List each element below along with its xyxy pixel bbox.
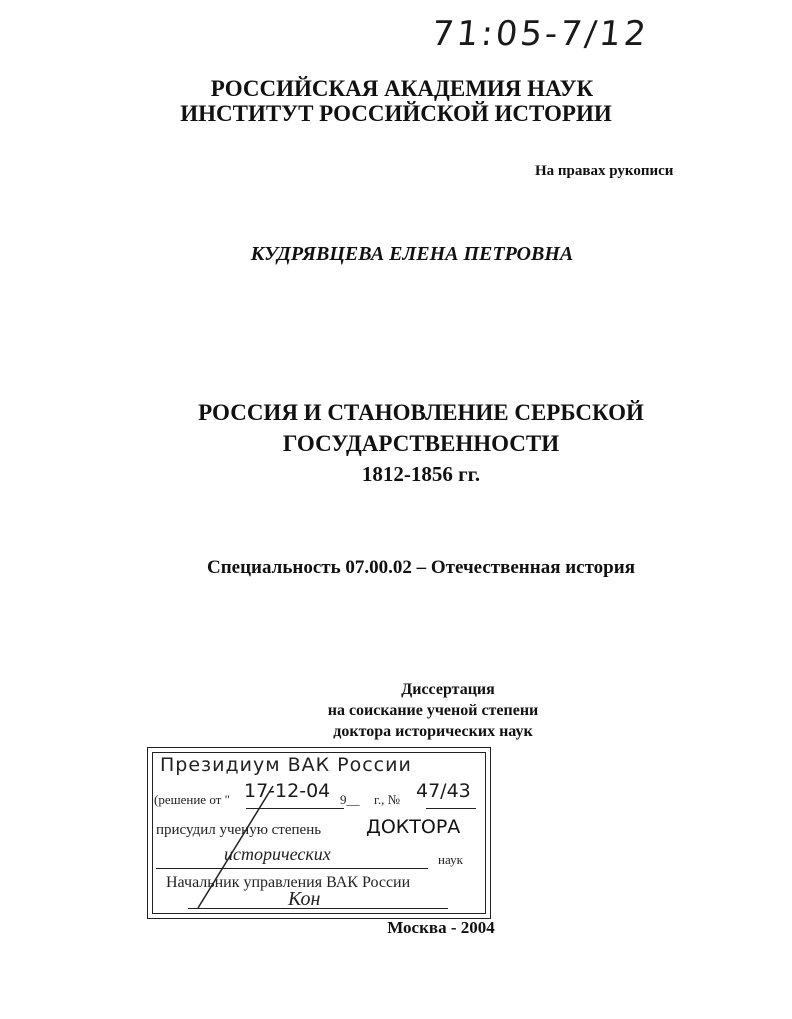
stamp-decision-date: 17-12-04 [244, 780, 331, 802]
vak-stamp [147, 747, 491, 919]
stamp-head-label: Начальник управления ВАК России [166, 874, 411, 891]
organization-line-2: ИНСТИТУТ РОССИЙСКОЙ ИСТОРИИ [180, 101, 612, 126]
stamp-decision-year: 9__ [340, 792, 360, 807]
dissertation-line-2: на соискание ученой степени [327, 702, 539, 719]
handwritten-stroke [178, 778, 298, 918]
stamp-award-degree: ДОКТОРА [366, 816, 461, 838]
organization-line-1: РОССИЙСКАЯ АКАДЕМИЯ НАУК [210, 76, 594, 101]
dissertation-line-3: доктора исторических наук [333, 723, 533, 740]
title-line-2: ГОСУДАРСТВЕННОСТИ [282, 431, 560, 456]
stamp-signature: Кон [288, 888, 321, 910]
dissertation-line-1: Диссертация [401, 681, 495, 698]
title-years: 1812-1856 гг. [361, 462, 481, 486]
rights-note: На правах рукописи [535, 163, 674, 179]
title-line-1: РОССИЯ И СТАНОВЛЕНИЕ СЕРБСКОЙ [198, 400, 644, 425]
stamp-field-suffix: наук [438, 852, 463, 867]
stamp-decision-label: (решение от " [154, 792, 230, 807]
stamp-decision-number-label: г., № [374, 792, 401, 807]
city-year: Москва - 2004 [387, 918, 495, 937]
archive-code: 71:05-7/12 [429, 14, 651, 54]
stamp-number-underline [426, 808, 476, 809]
stamp-decision-number: 47/43 [416, 780, 471, 802]
author-name: КУДРЯВЦЕВА ЕЛЕНА ПЕТРОВНА [250, 243, 574, 265]
stamp-award-label: присудил ученую степень [156, 822, 322, 838]
specialty: Специальность 07.00.02 – Отечественная история [207, 557, 635, 578]
stamp-field-handwritten: исторических [224, 844, 331, 864]
stamp-title: Президиум ВАК России [160, 754, 412, 776]
